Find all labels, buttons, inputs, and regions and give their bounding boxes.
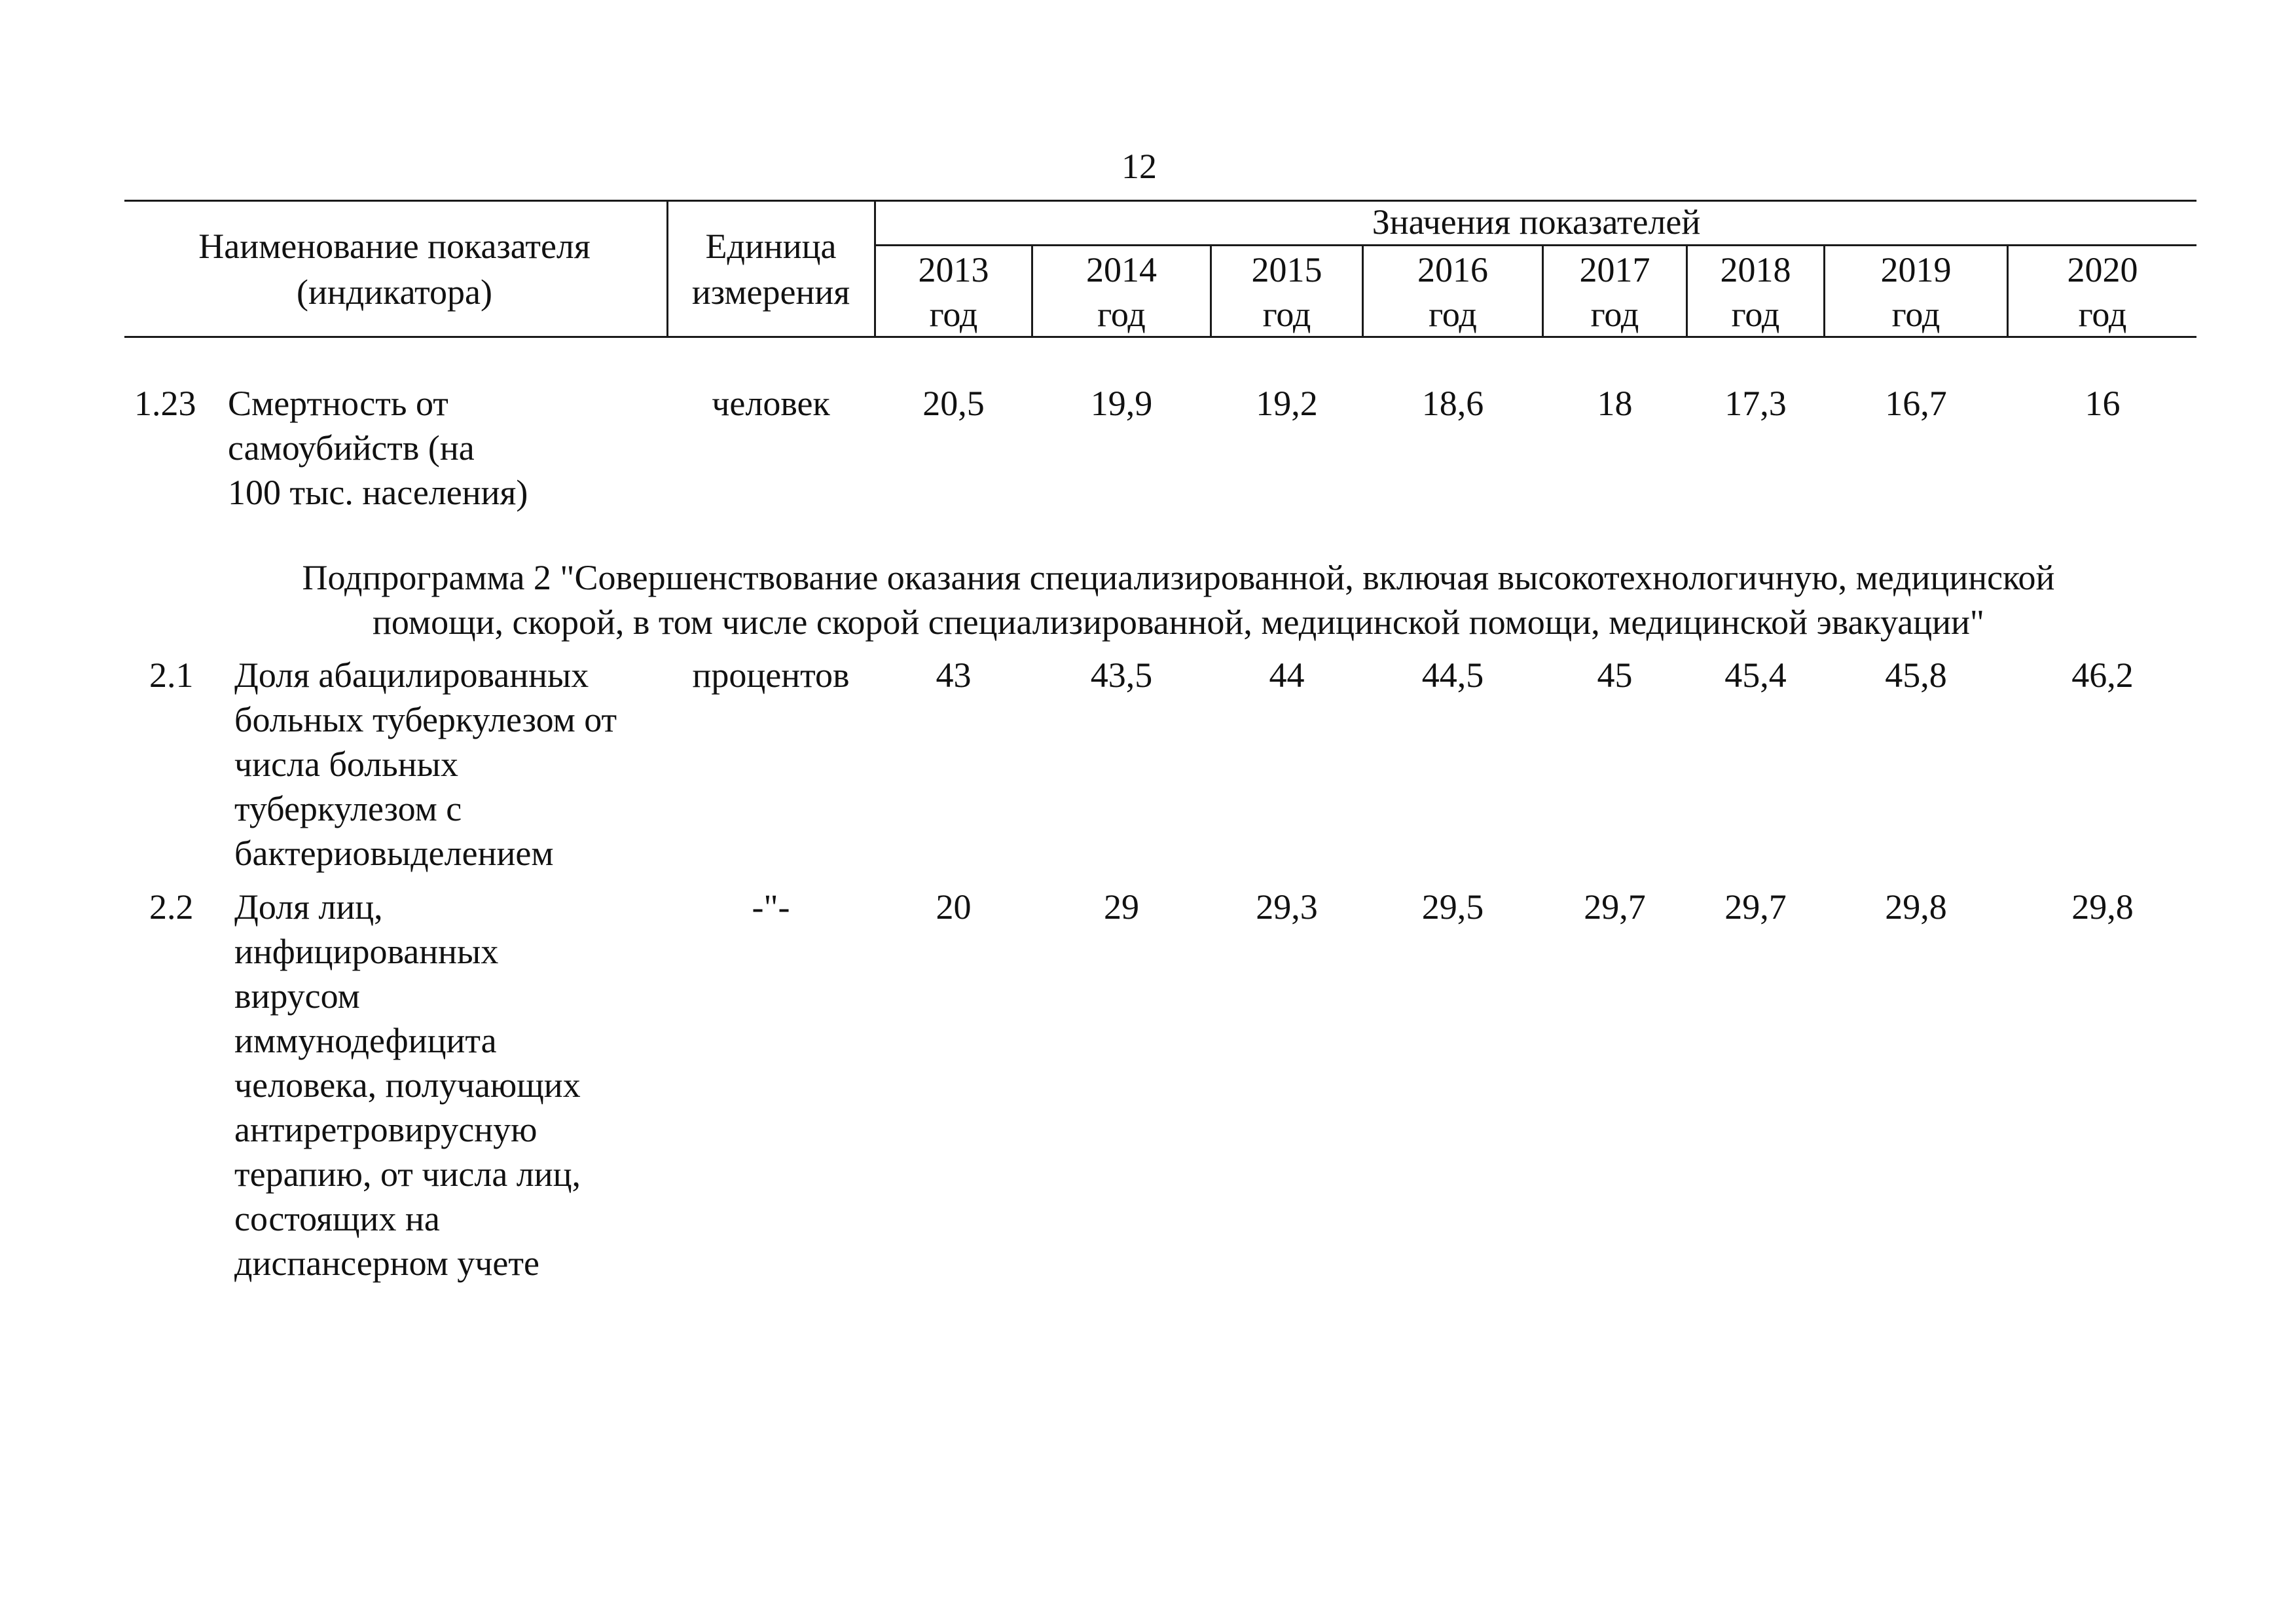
year-header-suffix: год: [1429, 295, 1477, 334]
row-value-2016: 18,6: [1421, 384, 1484, 423]
row-value-2016: 44,5: [1421, 655, 1484, 695]
year-header-suffix: год: [1097, 295, 1146, 334]
row-value-2018: 29,7: [1724, 887, 1787, 927]
row-value-2017: 45: [1597, 655, 1633, 695]
row-name-line: вирусом: [234, 976, 360, 1016]
header-values-title: Значения показателей: [1372, 202, 1701, 242]
header-name-line2: (индикатора): [297, 272, 492, 312]
year-header-suffix: год: [1731, 295, 1780, 334]
year-header: 2017: [1579, 250, 1650, 289]
row-value-2015: 29,3: [1256, 887, 1318, 927]
row-unit: процентов: [692, 655, 850, 695]
row-value-2017: 29,7: [1584, 887, 1646, 927]
row-value-2014: 43,5: [1090, 655, 1153, 695]
year-header: 2013: [918, 250, 989, 289]
year-header: 2020: [2067, 250, 2138, 289]
row-value-2016: 29,5: [1421, 887, 1484, 927]
row-name-line: терапию, от числа лиц,: [234, 1154, 581, 1194]
row-value-2015: 44: [1269, 655, 1305, 695]
row-name-line: бактериовыделением: [234, 834, 554, 873]
row-name-line: самоубийств (на: [228, 428, 475, 468]
year-header-suffix: год: [1262, 295, 1311, 334]
year-header: 2019: [1880, 250, 1952, 289]
year-header: 2014: [1086, 250, 1157, 289]
row-value-2020: 16: [2085, 384, 2121, 423]
row-value-2020: 46,2: [2071, 655, 2134, 695]
row-name-line: человека, получающих: [234, 1065, 581, 1105]
row-name: [234, 885, 581, 1285]
year-header: 2018: [1720, 250, 1791, 289]
year-header-suffix: год: [1590, 295, 1639, 334]
row-value-2014: 19,9: [1090, 384, 1153, 423]
row-name: [228, 381, 528, 515]
row-value-2014: 29: [1104, 887, 1139, 927]
year-header-suffix: год: [1891, 295, 1941, 334]
header-name-line1: Наименование показателя: [198, 227, 591, 266]
row-value-2017: 18: [1597, 384, 1633, 423]
row-value-2019: 45,8: [1885, 655, 1947, 695]
row-name-line: состоящих на: [234, 1199, 440, 1238]
year-header: 2016: [1417, 250, 1488, 289]
year-header: 2015: [1251, 250, 1322, 289]
row-value-2020: 29,8: [2071, 887, 2134, 927]
row-name-line: больных туберкулезом от: [234, 700, 617, 739]
row-value-2019: 16,7: [1885, 384, 1947, 423]
row-name-line: 100 тыс. населения): [228, 473, 528, 512]
row-value-2015: 19,2: [1256, 384, 1318, 423]
row-value-2013: 43: [936, 655, 972, 695]
row-number: 2.2: [149, 887, 194, 927]
row-value-2019: 29,8: [1885, 887, 1947, 927]
row-name-line: инфицированных: [234, 932, 499, 971]
row-name-line: диспансерном учете: [234, 1244, 539, 1283]
row-name-line: туберкулезом с: [234, 789, 462, 828]
row-value-2013: 20: [936, 887, 972, 927]
subprogram-heading: [98, 555, 2259, 644]
row-name-line: антиретровирусную: [234, 1110, 538, 1149]
year-header-suffix: год: [929, 295, 978, 334]
page-number: 12: [1121, 147, 1157, 186]
header-unit-line2: измерения: [691, 272, 850, 312]
year-header-suffix: год: [2078, 295, 2127, 334]
row-unit: -"-: [752, 887, 790, 927]
subprogram-heading-line: помощи, скорой, в том числе скорой специализированной, медицинской помощи, медицинской эвакуации": [373, 602, 1984, 642]
row-unit: человек: [712, 384, 830, 423]
values-title-rule: [874, 244, 2196, 246]
row-value-2018: 17,3: [1724, 384, 1787, 423]
row-number: 2.1: [149, 655, 194, 695]
row-name-line: Смертность от: [228, 384, 448, 423]
header-unit-line1: Единица: [705, 227, 837, 266]
row-name-line: Доля лиц,: [234, 887, 383, 927]
row-name-line: Доля абацилированных: [234, 655, 589, 695]
row-name-line: числа больных: [234, 745, 458, 784]
row-name: [234, 653, 617, 876]
row-value-2013: 20,5: [922, 384, 985, 423]
row-value-2018: 45,4: [1724, 655, 1787, 695]
subprogram-heading-line: Подпрограмма 2 "Совершенствование оказания специализированной, включая высокотехнологичную, медицинской: [302, 558, 2055, 597]
row-number: 1.23: [134, 384, 196, 423]
row-name-line: иммунодефицита: [234, 1021, 497, 1060]
